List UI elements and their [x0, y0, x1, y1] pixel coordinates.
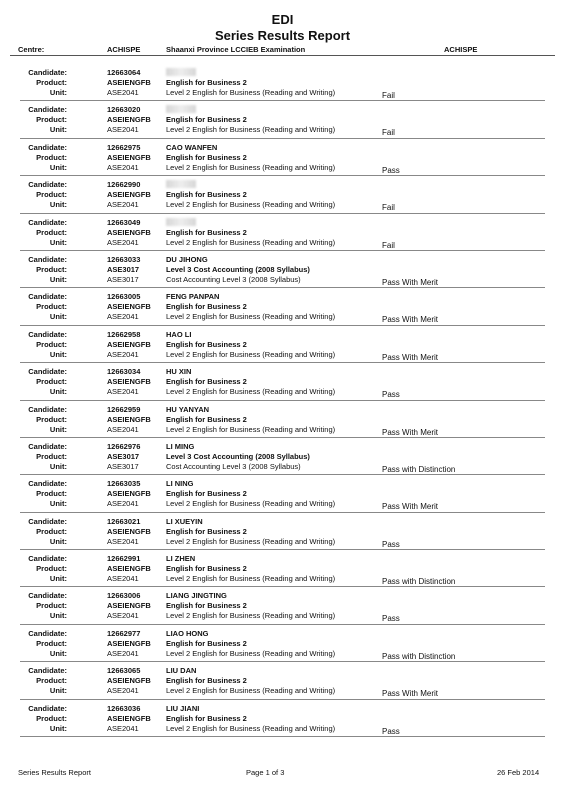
product-label: Product: — [36, 115, 67, 125]
product-code: ASEIENGFB — [107, 78, 151, 87]
product-code: ASEIENGFB — [107, 676, 151, 686]
result-record — [0, 328, 565, 365]
result-value: Pass — [382, 726, 400, 736]
result-record — [0, 552, 565, 589]
unit-name: Level 2 English for Business (Reading and Writing) — [166, 574, 336, 584]
unit-label: Unit: — [49, 162, 67, 172]
product-name: English for Business 2 — [166, 638, 247, 648]
product-name: English for Business 2 — [166, 713, 247, 723]
result-record — [0, 253, 565, 290]
candidate-label: Candidate: — [28, 329, 67, 339]
candidate-label: Candidate: — [28, 703, 67, 713]
product-code: ASEIENGFB — [107, 339, 151, 349]
result-record — [0, 141, 565, 178]
result-value: Pass with Distinction — [382, 651, 456, 661]
row-divider — [20, 736, 545, 737]
row-divider — [20, 325, 545, 326]
product-name: Level 3 Cost Accounting (2008 Syllabus) — [166, 451, 310, 461]
product-label: Product: — [36, 601, 67, 611]
footer-page: Page 1 of 3 — [246, 768, 285, 777]
row-divider — [20, 699, 545, 700]
unit-name: Level 2 English for Business (Reading and Writing) — [166, 312, 336, 322]
unit-name: Level 2 English for Business (Reading and Writing) — [166, 387, 336, 397]
candidate-id: 12663035 — [107, 479, 141, 489]
unit-code: ASE2041 — [107, 686, 139, 696]
result-value: Pass With Merit — [382, 502, 439, 512]
product-label: Product: — [36, 227, 67, 237]
candidate-name: DU JIHONG — [166, 254, 208, 264]
unit-name: Cost Accounting Level 3 (2008 Syllabus) — [166, 461, 301, 471]
candidate-name: LI NING — [166, 479, 194, 489]
centre-code-right: ACHISPE — [444, 45, 478, 54]
unit-name: Level 2 English for Business (Reading and Writing) — [166, 424, 336, 434]
report-title: Series Results Report — [214, 28, 351, 43]
unit-code: ASE2041 — [107, 200, 139, 210]
candidate-id: 12663021 — [107, 516, 141, 526]
candidate-label: Candidate: — [28, 217, 67, 227]
unit-code: ASE2041 — [107, 125, 139, 135]
product-label: Product: — [36, 264, 67, 274]
centre-code: ACHISPE — [107, 45, 141, 54]
row-divider — [20, 100, 545, 101]
row-divider — [20, 437, 545, 438]
candidate-name: LI MING — [166, 441, 195, 451]
product-name: English for Business 2 — [166, 152, 247, 162]
result-record — [0, 515, 565, 552]
product-label: Product: — [36, 414, 67, 424]
row-divider — [20, 362, 545, 363]
unit-label: Unit: — [49, 312, 67, 322]
result-value: Pass With Merit — [382, 315, 439, 325]
unit-code: ASE2041 — [107, 312, 139, 322]
product-name: English for Business 2 — [166, 377, 247, 387]
product-code: ASEIENGFB — [107, 377, 151, 387]
product-label: Product: — [36, 302, 67, 312]
candidate-label: Candidate: — [28, 479, 67, 489]
result-record — [0, 66, 565, 103]
unit-label: Unit: — [49, 723, 67, 733]
centre-name: Shaanxi Province LCCIEB Examination — [166, 45, 306, 54]
result-record — [0, 290, 565, 327]
unit-label: Unit: — [49, 536, 67, 546]
candidate-id: 12662977 — [107, 628, 141, 638]
product-code: ASEIENGFB — [107, 414, 151, 424]
unit-name: Level 2 English for Business (Reading and Writing) — [166, 686, 336, 696]
result-value: Fail — [382, 91, 395, 100]
product-label: Product: — [36, 676, 67, 686]
product-name: English for Business 2 — [166, 489, 247, 499]
unit-name: Level 2 English for Business (Reading and Writing) — [166, 648, 336, 658]
candidate-id: 12663065 — [107, 666, 141, 676]
candidate-label: Candidate: — [28, 591, 67, 601]
candidate-label: Candidate: — [28, 180, 67, 190]
product-code: ASEIENGFB — [107, 638, 151, 648]
result-record — [0, 664, 565, 701]
result-record — [0, 477, 565, 514]
unit-name: Level 2 English for Business (Reading and Writing) — [166, 125, 336, 135]
candidate-id: 12663034 — [107, 367, 141, 377]
product-label: Product: — [36, 339, 67, 349]
report-org: EDI — [271, 12, 294, 27]
result-record — [0, 627, 565, 664]
unit-label: Unit: — [49, 125, 67, 135]
product-name: English for Business 2 — [166, 564, 247, 574]
candidate-id: 12663036 — [107, 703, 141, 713]
product-name: English for Business 2 — [166, 414, 247, 424]
unit-label: Unit: — [49, 574, 67, 584]
results-list — [0, 66, 565, 739]
product-name: English for Business 2 — [166, 115, 247, 125]
unit-label: Unit: — [49, 686, 67, 696]
product-code: ASEIENGFB — [107, 713, 151, 723]
unit-label: Unit: — [49, 274, 67, 284]
product-label: Product: — [36, 564, 67, 574]
row-divider — [20, 175, 545, 176]
unit-code: ASE2041 — [107, 611, 139, 621]
result-value: Pass With Merit — [382, 427, 439, 437]
product-code: ASE3017 — [107, 264, 140, 274]
redacted-name — [166, 180, 196, 188]
product-label: Product: — [36, 638, 67, 648]
unit-code: ASE2041 — [107, 499, 139, 509]
row-divider — [20, 287, 545, 288]
product-label: Product: — [36, 526, 67, 536]
result-record — [0, 216, 565, 253]
product-code: ASE3017 — [107, 451, 140, 461]
candidate-name: HAO LI — [166, 329, 192, 339]
product-code: ASEIENGFB — [107, 526, 151, 536]
unit-name: Level 2 English for Business (Reading and Writing) — [166, 499, 336, 509]
candidate-label: Candidate: — [28, 628, 67, 638]
product-label: Product: — [36, 713, 67, 723]
candidate-label: Candidate: — [28, 292, 67, 302]
candidate-label: Candidate: — [28, 68, 67, 77]
unit-label: Unit: — [49, 237, 67, 247]
result-value: Pass — [382, 539, 400, 549]
row-divider — [20, 624, 545, 625]
candidate-id: 12663064 — [107, 68, 141, 77]
product-code: ASEIENGFB — [107, 489, 151, 499]
candidate-label: Candidate: — [28, 441, 67, 451]
redacted-name — [166, 218, 196, 226]
product-label: Product: — [36, 489, 67, 499]
candidate-id: 12662958 — [107, 329, 141, 339]
candidate-name: HU YANYAN — [166, 404, 210, 414]
result-value: Fail — [382, 240, 395, 250]
candidate-label: Candidate: — [28, 666, 67, 676]
candidate-id: 12662976 — [107, 441, 141, 451]
product-code: ASEIENGFB — [107, 227, 151, 237]
candidate-name: LIAO HONG — [166, 628, 209, 638]
result-value: Pass with Distinction — [382, 464, 456, 474]
result-record — [0, 702, 565, 739]
row-divider — [20, 400, 545, 401]
unit-label: Unit: — [49, 648, 67, 658]
candidate-name: LIU JIANI — [166, 703, 200, 713]
candidate-name: FENG PANPAN — [166, 292, 220, 302]
result-value: Pass With Merit — [382, 277, 439, 287]
candidate-label: Candidate: — [28, 516, 67, 526]
unit-code: ASE2041 — [107, 424, 139, 434]
unit-code: ASE2041 — [107, 349, 139, 359]
unit-name: Level 2 English for Business (Reading and Writing) — [166, 349, 336, 359]
candidate-label: Candidate: — [28, 142, 67, 152]
centre-label: Centre: — [18, 45, 45, 54]
candidate-id: 12663049 — [107, 217, 141, 227]
product-code: ASEIENGFB — [107, 601, 151, 611]
unit-label: Unit: — [49, 424, 67, 434]
unit-label: Unit: — [49, 461, 67, 471]
candidate-id: 12662991 — [107, 554, 141, 564]
unit-code: ASE2041 — [107, 88, 139, 97]
unit-code: ASE2041 — [107, 536, 139, 546]
product-name: English for Business 2 — [166, 676, 247, 686]
candidate-id: 12663006 — [107, 591, 141, 601]
unit-name: Level 2 English for Business (Reading and Writing) — [166, 88, 336, 97]
product-label: Product: — [36, 78, 67, 87]
candidate-name: LI XUEYIN — [166, 516, 203, 526]
candidate-id: 12662990 — [107, 180, 141, 190]
result-value: Pass with Distinction — [382, 577, 456, 587]
unit-name: Level 2 English for Business (Reading and Writing) — [166, 200, 336, 210]
product-label: Product: — [36, 451, 67, 461]
row-divider — [20, 250, 545, 251]
unit-label: Unit: — [49, 200, 67, 210]
unit-name: Level 2 English for Business (Reading and Writing) — [166, 723, 336, 733]
header-divider — [10, 55, 555, 56]
product-label: Product: — [36, 152, 67, 162]
product-name: English for Business 2 — [166, 339, 247, 349]
candidate-id: 12663005 — [107, 292, 141, 302]
candidate-name: LIANG JINGTING — [166, 591, 227, 601]
unit-label: Unit: — [49, 387, 67, 397]
row-divider — [20, 586, 545, 587]
product-code: ASEIENGFB — [107, 190, 151, 200]
unit-name: Cost Accounting Level 3 (2008 Syllabus) — [166, 274, 301, 284]
product-name: English for Business 2 — [166, 526, 247, 536]
candidate-id: 12663020 — [107, 105, 141, 115]
result-value: Pass — [382, 390, 400, 400]
unit-code: ASE2041 — [107, 574, 139, 584]
candidate-label: Candidate: — [28, 404, 67, 414]
unit-name: Level 2 English for Business (Reading and Writing) — [166, 611, 336, 621]
candidate-id: 12662975 — [107, 142, 141, 152]
result-value: Pass With Merit — [382, 352, 439, 362]
result-record — [0, 365, 565, 402]
result-record — [0, 403, 565, 440]
result-value: Pass — [382, 614, 400, 624]
product-code: ASEIENGFB — [107, 564, 151, 574]
result-value: Fail — [382, 128, 395, 138]
candidate-id: 12663033 — [107, 254, 141, 264]
row-divider — [20, 213, 545, 214]
unit-code: ASE3017 — [107, 461, 139, 471]
redacted-name — [166, 105, 196, 113]
candidate-label: Candidate: — [28, 367, 67, 377]
result-value: Fail — [382, 203, 395, 213]
product-code: ASEIENGFB — [107, 152, 151, 162]
result-record — [0, 178, 565, 215]
unit-name: Level 2 English for Business (Reading and Writing) — [166, 237, 336, 247]
product-code: ASEIENGFB — [107, 115, 151, 125]
redacted-name — [166, 68, 196, 76]
product-label: Product: — [36, 190, 67, 200]
result-record — [0, 440, 565, 477]
product-name: English for Business 2 — [166, 190, 247, 200]
unit-code: ASE2041 — [107, 237, 139, 247]
row-divider — [20, 474, 545, 475]
result-value: Pass With Merit — [382, 689, 439, 699]
unit-code: ASE3017 — [107, 274, 139, 284]
candidate-name: CAO WANFEN — [166, 142, 218, 152]
product-name: English for Business 2 — [166, 78, 247, 87]
product-code: ASEIENGFB — [107, 302, 151, 312]
unit-code: ASE2041 — [107, 723, 139, 733]
unit-code: ASE2041 — [107, 162, 139, 172]
footer-left: Series Results Report — [18, 768, 91, 777]
candidate-id: 12662959 — [107, 404, 141, 414]
unit-label: Unit: — [49, 611, 67, 621]
candidate-name: HU XIN — [166, 367, 192, 377]
row-divider — [20, 512, 545, 513]
product-label: Product: — [36, 377, 67, 387]
product-name: English for Business 2 — [166, 227, 247, 237]
product-name: English for Business 2 — [166, 302, 247, 312]
result-record — [0, 589, 565, 626]
result-record — [0, 103, 565, 140]
row-divider — [20, 138, 545, 139]
row-divider — [20, 661, 545, 662]
unit-name: Level 2 English for Business (Reading and Writing) — [166, 162, 336, 172]
candidate-label: Candidate: — [28, 105, 67, 115]
unit-label: Unit: — [49, 499, 67, 509]
unit-code: ASE2041 — [107, 387, 139, 397]
unit-name: Level 2 English for Business (Reading and Writing) — [166, 536, 336, 546]
candidate-name: LI ZHEN — [166, 554, 196, 564]
unit-code: ASE2041 — [107, 648, 139, 658]
unit-label: Unit: — [49, 349, 67, 359]
unit-label: Unit: — [49, 88, 67, 97]
result-value: Pass — [382, 165, 400, 175]
candidate-label: Candidate: — [28, 254, 67, 264]
product-name: English for Business 2 — [166, 601, 247, 611]
product-name: Level 3 Cost Accounting (2008 Syllabus) — [166, 264, 310, 274]
row-divider — [20, 549, 545, 550]
footer-date: 26 Feb 2014 — [497, 768, 540, 777]
candidate-label: Candidate: — [28, 554, 67, 564]
candidate-name: LIU DAN — [166, 666, 197, 676]
